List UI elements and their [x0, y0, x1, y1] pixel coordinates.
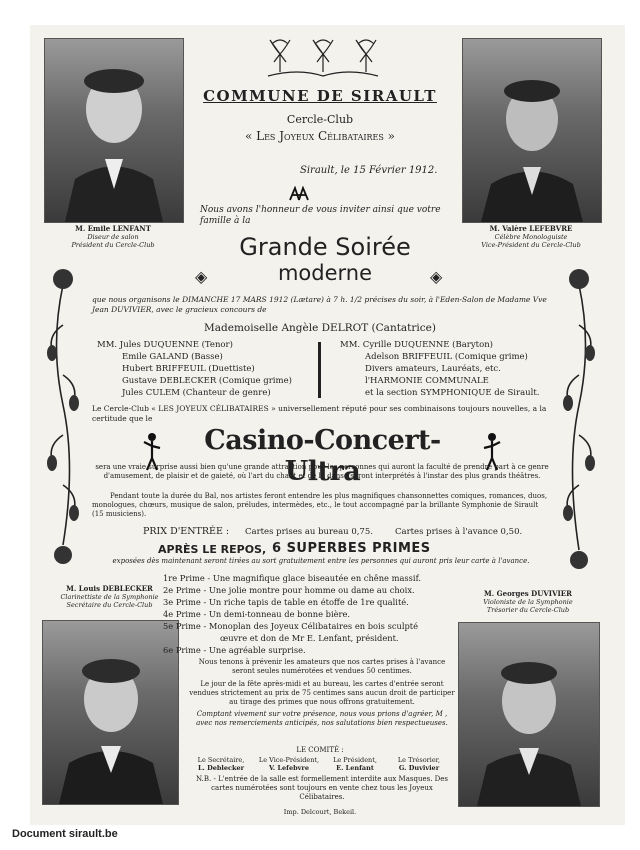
caption-name: M. Valère LEFEBVRE [489, 224, 573, 233]
prize-item: 3e Prime - Un riche tapis de table en étoffe de 1re qualité. [163, 597, 409, 607]
price-office: Cartes prises au bureau 0,75. [245, 527, 373, 537]
committee-role: Le Président, [333, 756, 377, 764]
committee-role: Le Vice-Président, [258, 756, 320, 764]
caption-lefebvre [462, 225, 600, 249]
prize-item: 5e Prime - Monoplan des Joyeux Célibataires en bois sculpté [163, 621, 419, 631]
monogram-ornament [288, 186, 310, 206]
invite-intro: Nous avons l'honneur de vous inviter ainsi que votre famille à la [200, 205, 441, 226]
event-details: que nous organisons le DIMANCHE 17 MARS 1912 (Lætare) à 7 h. 1/2 précises du soir, à l'Eden-Salon de Madame Vve Jean DUVIVIER, avec le gracieux concours de [92, 295, 547, 314]
committee-heading: LE COMITÉ : [296, 746, 344, 754]
performer-left: Hubert BRIFFEUIL (Duettiste) [122, 364, 255, 374]
club-line-1: Cercle-Club [286, 113, 354, 126]
performer-right: MM. Cyrille DUQUENNE (Baryton) [340, 340, 493, 350]
caption-role: Trésorier du Cercle-Club [486, 606, 570, 614]
caption-role: Vice-Président du Cercle-Club [481, 241, 581, 249]
performer-right: Adelson BRIFFEUIL (Comique grime) [365, 352, 528, 362]
prizes-subheading: exposées dès maintenant seront tirées au sort gratuitement entre les personnes qui auront pris leur carte à l'avance. [112, 557, 530, 565]
caption-role: Secrétaire du Cercle-Club [66, 601, 153, 609]
committee-role: Le Secrétaire, [197, 756, 245, 764]
event-title: Grande Soirée [239, 233, 411, 261]
ball-description: Pendant toute la durée du Bal, nos artistes feront entendre les plus magnifiques chansonnettes comiques, romances, duos, monologues, chœurs, musique de salon, préludes, intermèdes, etc., le tout accompagné par la brillante Symphonie de Sirault (15 musiciens). [92, 492, 548, 518]
price-advance: Cartes prises à l'avance 0,50. [395, 527, 523, 537]
casino-description: sera une vraie surprise aussi bien qu'une grande attraction pour les personnes qui auront la faculté de prendre part à ce genre d'amusement, de plaisir et de gaieté, où l'art du chant et de la danse seront interprétés à l'instar des plus grands théâtres. [95, 463, 549, 480]
event-subtitle: moderne [277, 261, 373, 285]
committee-name: G. Duvivier [398, 764, 440, 772]
portrait-photo-lenfant [44, 38, 184, 223]
portrait-photo-lefebvre [462, 38, 602, 223]
caption-role: Clarinettiste de la Symphonie [60, 593, 159, 601]
performer-right: l'HARMONIE COMMUNALE [365, 376, 489, 386]
diamond-ornament-right: ◈ [430, 267, 443, 286]
performer-right: et la section SYMPHONIQUE de Sirault. [365, 388, 540, 398]
note-entry-price: Le jour de la fête après-midi et au bureau, les cartes d'entrée seront vendues strictement au prix de 75 centimes sans aucun droit de participer au tirage des primes que nous offrons gratuitement. [189, 680, 455, 706]
committee-member [254, 756, 324, 772]
performer-left: Gustave DEBLECKER (Comique grime) [122, 376, 292, 386]
star-performer: Mademoiselle Angèle DELROT (Cantatrice) [204, 322, 436, 334]
performer-left: MM. Jules DUQUENNE (Tenor) [97, 340, 233, 350]
performer-left: Jules CULEM (Chanteur de genre) [122, 388, 271, 398]
caption-role: Célèbre Monologuiste [494, 233, 568, 241]
prize-item: 6e Prime - Une agréable surprise. [163, 645, 306, 655]
caption-role: Violoniste de la Symphonie [483, 598, 573, 606]
caption-role: Diseur de salon [87, 233, 139, 241]
caption-lenfant [44, 225, 182, 249]
prize-item: 2e Prime - Une jolie montre pour homme ou dame au choix. [163, 585, 415, 595]
note-cards: Nous tenons à prévenir les amateurs que nos cartes prises à l'avance seront seules numérotées et vendues 50 centimes. [198, 658, 446, 675]
casino-lead: Le Cercle-Club « LES JOYEUX CÉLIBATAIRES » universellement réputé pour ses combinaisons toujours nouvelles, a la certitude que le [92, 404, 547, 423]
prizes-heading-a: APRÈS LE REPOS, [158, 543, 267, 556]
letter-date: Sirault, le 15 Février 1912. [300, 165, 438, 176]
club-line-2: « Les Joyeux Célibataires » [244, 129, 396, 143]
committee-member [188, 756, 254, 772]
caption-name: M. Emile LENFANT [75, 224, 151, 233]
committee-role: Le Trésorier, [397, 756, 441, 764]
committee-member [386, 756, 452, 772]
prize-item: 4e Prime - Un demi-tonneau de bonne bière. [163, 609, 351, 619]
printer-credit: Imp. Delcourt, Bekeil. [283, 808, 357, 816]
source-credit: Document sirault.be [12, 828, 118, 840]
floral-vine-left [40, 265, 86, 570]
committee-member [324, 756, 386, 772]
lily-ornament [258, 32, 388, 80]
caption-name: M. Louis DEBLECKER [66, 584, 153, 593]
casino-title: Casino-Concert-Ultra [204, 425, 441, 487]
committee-name: V. Lefebvre [269, 764, 309, 772]
portrait-photo-deblecker [42, 620, 179, 805]
closing-text: Comptant vivement sur votre présence, nous vous prions d'agréer, M , avec nos remerciements anticipés, nos salutations bien respectueuses. [196, 710, 448, 727]
performer-right: Divers amateurs, Lauréats, etc. [365, 364, 501, 374]
committee-name: E. Lenfant [336, 764, 374, 772]
commune-title: COMMUNE DE SIRAULT [203, 87, 437, 105]
caption-name: M. Georges DUVIVIER [484, 589, 572, 598]
nb-note: N.B. - L'entrée de la salle est formellement interdite aux Masques. Des cartes numérotées sont toujours en vente chez tous les Joyeux Célibataires. [196, 775, 448, 801]
caption-deblecker [42, 585, 177, 609]
performers-divider [318, 342, 321, 398]
committee-name: L. Deblecker [197, 764, 245, 772]
price-label: PRIX D'ENTRÉE : [143, 526, 230, 537]
caption-role: Président du Cercle-Club [71, 241, 155, 249]
diamond-ornament-left: ◈ [195, 267, 208, 286]
caption-duvivier [458, 590, 598, 614]
prize-item: œuvre et don de Mr E. Lenfant, président. [220, 633, 399, 643]
floral-vine-right [556, 265, 602, 575]
portrait-photo-duvivier [458, 622, 600, 807]
prize-item: 1re Prime - Une magnifique glace biseautée en chêne massif. [163, 573, 421, 583]
performer-left: Emile GALAND (Basse) [122, 352, 223, 362]
prizes-heading-b: 6 SUPERBES PRIMES [272, 541, 431, 556]
